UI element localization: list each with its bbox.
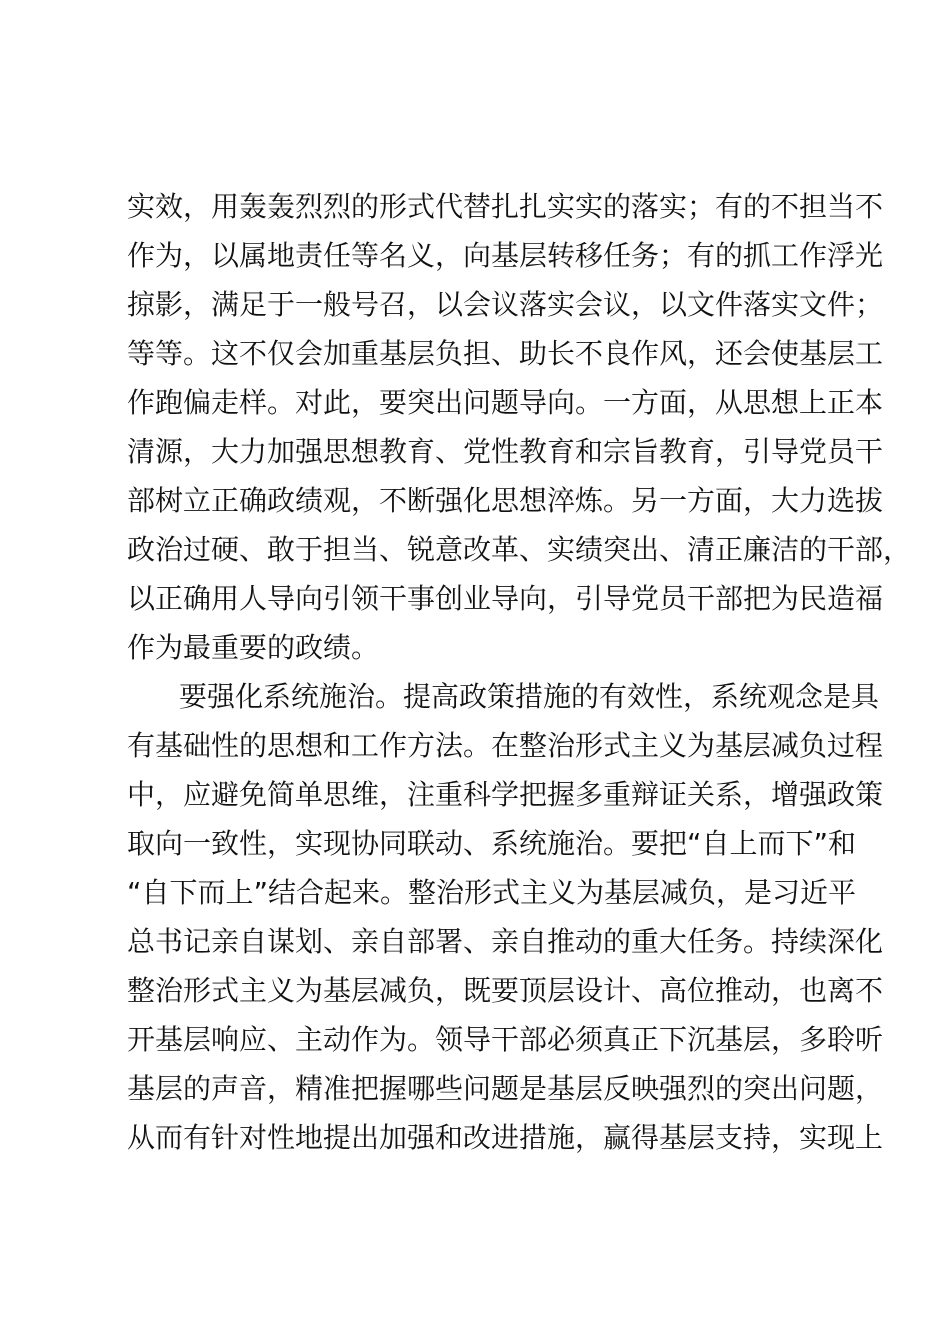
- text-line: 整治形式主义为基层减负，既要顶层设计、高位推动，也离不: [127, 974, 884, 1007]
- text-line: 基层的声音，精准把握哪些问题是基层反映强烈的突出问题，: [127, 1072, 884, 1105]
- text-line: 总书记亲自谋划、亲自部署、亲自推动的重大任务。持续深化: [127, 925, 884, 958]
- text-line: 有基础性的思想和工作方法。在整治形式主义为基层减负过程: [127, 729, 884, 762]
- text-line: “自下而上”结合起来。整治形式主义为基层减负，是习近平: [127, 876, 857, 909]
- text-line: 以正确用人导向引领干事创业导向，引导党员干部把为民造福: [127, 582, 884, 615]
- text-line: 政治过硬、敢于担当、锐意改革、实绩突出、清正廉洁的干部，: [127, 533, 912, 566]
- text-line: 等等。这不仅会加重基层负担、助长不良作风，还会使基层工: [127, 337, 884, 370]
- text-line: 作为最重要的政绩。: [127, 631, 380, 664]
- paragraph-first-line: 要强化系统施治。提高政策措施的有效性，系统观念是具: [179, 680, 880, 713]
- body-text: [127, 182, 912, 1162]
- text-line: 部树立正确政绩观，不断强化思想淬炼。另一方面，大力选拔: [127, 484, 884, 517]
- text-line: 作跑偏走样。对此，要突出问题导向。一方面，从思想上正本: [127, 386, 884, 419]
- text-line: 取向一致性，实现协同联动、系统施治。要把“自上而下”和: [127, 827, 857, 860]
- text-line: 掠影，满足于一般号召，以会议落实会议，以文件落实文件；: [127, 288, 884, 321]
- text-line: 作为，以属地责任等名义，向基层转移任务；有的抓工作浮光: [127, 239, 884, 272]
- text-line: 开基层响应、主动作为。领导干部必须真正下沉基层，多聆听: [127, 1023, 884, 1056]
- text-line: 中，应避免简单思维，注重科学把握多重辩证关系，增强政策: [127, 778, 884, 811]
- text-line: 实效，用轰轰烈烈的形式代替扎扎实实的落实；有的不担当不: [127, 190, 884, 223]
- text-line: 从而有针对性地提出加强和改进措施，赢得基层支持，实现上: [127, 1121, 884, 1154]
- text-line: 清源，大力加强思想教育、党性教育和宗旨教育，引导党员干: [127, 435, 884, 468]
